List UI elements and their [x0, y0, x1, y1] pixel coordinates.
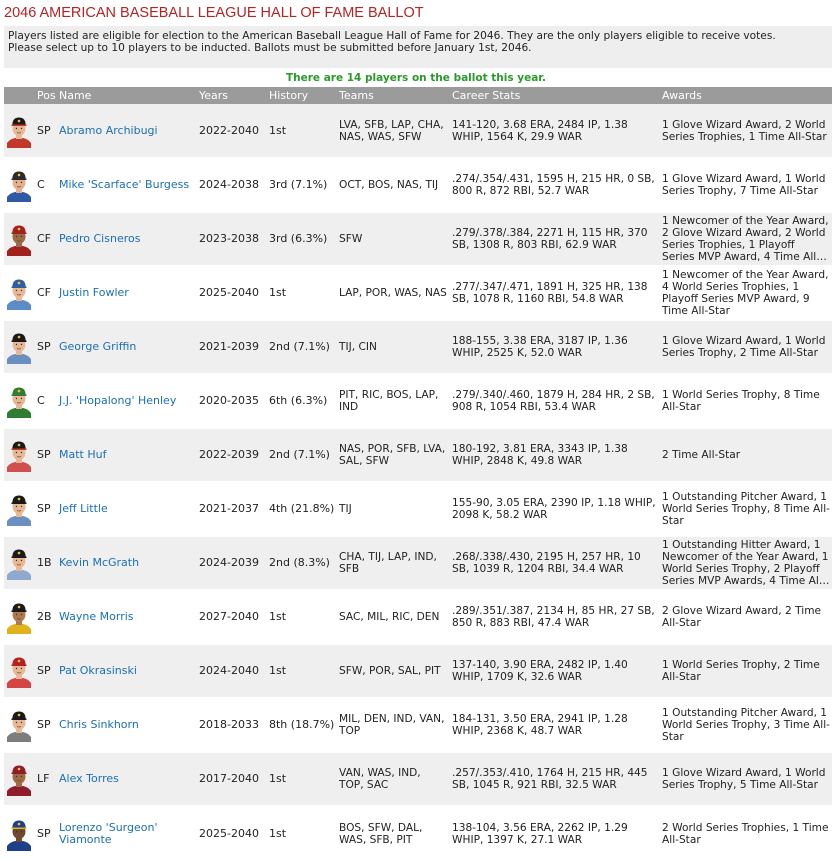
player-avatar: [6, 708, 32, 742]
player-history: 1st: [267, 644, 337, 698]
player-years: 2024-2040: [197, 644, 267, 698]
player-avatar-cell: [4, 158, 35, 212]
player-avatar-cell: [4, 428, 35, 482]
player-awards: [660, 752, 832, 806]
player-career-stats: .279/.340/.460, 1879 H, 284 HR, 2 SB, 908 R, 1054 RBI, 53.4 WAR: [450, 374, 660, 428]
player-teams: SFW: [337, 212, 450, 266]
player-row: [4, 266, 832, 320]
ballot-rows: [4, 104, 832, 860]
player-name-link[interactable]: Abramo Archibugi: [59, 123, 158, 137]
player-years: 2017-2040: [197, 752, 267, 806]
player-avatar: [6, 817, 32, 851]
player-name-link[interactable]: Lorenzo 'Surgeon' Viamonte: [59, 820, 158, 846]
player-years: 2022-2039: [197, 428, 267, 482]
player-row: [4, 374, 832, 428]
player-awards-text: 1 Glove Wizard Award, 1 World Series Trophy, 7 Time All-Star: [662, 173, 826, 197]
player-awards-text: 1 Glove Wizard Award, 1 World Series Trophy, 2 Time All-Star: [662, 335, 826, 359]
player-pos: LF: [35, 752, 57, 806]
player-awards: [660, 374, 832, 428]
player-row: [4, 428, 832, 482]
player-career-stats: .257/.353/.410, 1764 H, 215 HR, 445 SB, 1045 R, 921 RBI, 32.5 WAR: [450, 752, 660, 806]
player-years: 2018-2033: [197, 698, 267, 752]
ballot-table: [4, 87, 832, 860]
player-awards: [660, 644, 832, 698]
player-row: [4, 158, 832, 212]
player-teams: SAC, MIL, RIC, DEN: [337, 590, 450, 644]
player-career-stats: 141-120, 3.68 ERA, 2484 IP, 1.38 WHIP, 1564 K, 29.9 WAR: [452, 118, 628, 143]
table-header-row: [4, 87, 832, 104]
player-avatar-cell: [4, 536, 35, 590]
player-awards-text: 1 Glove Wizard Award, 1 World Series Trophy, 5 Time All-Star: [662, 767, 826, 791]
player-teams: PIT, RIC, BOS, LAP, IND: [337, 374, 450, 428]
ballot-instructions: [4, 26, 832, 68]
player-name-cell: [57, 266, 197, 320]
player-name-cell: [57, 104, 197, 158]
player-years: 2024-2039: [197, 536, 267, 590]
player-avatar: [6, 330, 32, 364]
player-awards: [660, 698, 832, 752]
player-name-link[interactable]: Wayne Morris: [59, 610, 134, 623]
player-awards: [660, 158, 832, 212]
player-years: 2025-2040: [197, 806, 267, 860]
player-row: [4, 644, 832, 698]
player-pos: SP: [35, 806, 57, 860]
player-career-stats: .277/.347/.471, 1891 H, 325 HR, 138 SB, 1078 R, 1160 RBI, 54.8 WAR: [450, 266, 660, 320]
player-avatar-cell: [4, 104, 35, 158]
header-history[interactable]: History: [267, 87, 337, 104]
player-name-cell: [57, 158, 197, 212]
player-teams: CHA, TIJ, LAP, IND, SFB: [337, 536, 450, 590]
player-teams: LVA, SFB, LAP, CHA, NAS, WAS, SFW: [339, 118, 444, 143]
player-name-cell: [57, 212, 197, 266]
player-avatar: [6, 222, 32, 256]
player-career-stats: 188-155, 3.38 ERA, 3187 IP, 1.36 WHIP, 2525 K, 52.0 WAR: [450, 320, 660, 374]
player-years: 2027-2040: [197, 590, 267, 644]
player-career-stats: .279/.378/.384, 2271 H, 115 HR, 370 SB, 1308 R, 803 RBI, 62.9 WAR: [450, 212, 660, 266]
player-avatar-cell: [4, 752, 35, 806]
player-awards: [660, 266, 832, 320]
player-teams: NAS, POR, SFB, LVA, SAL, SFW: [337, 428, 450, 482]
player-awards: [660, 536, 832, 590]
player-name-cell: [57, 482, 197, 536]
player-avatar-cell: [4, 266, 35, 320]
player-awards-text: 1 World Series Trophy, 2 Time All-Star: [662, 659, 820, 683]
player-history: 1st: [267, 590, 337, 644]
player-row: [4, 752, 832, 806]
header-avatar: [4, 87, 35, 104]
instructions-line-1: Players listed are eligible for election to the American Baseball League Hall of Fame for 2046. They are the only players eligible to receive votes.: [8, 30, 776, 42]
player-avatar-cell: [4, 212, 35, 266]
player-name-link[interactable]: Chris Sinkhorn: [59, 718, 139, 731]
player-avatar-cell: [4, 590, 35, 644]
player-awards: [660, 806, 832, 860]
player-name-link[interactable]: Kevin McGrath: [59, 556, 140, 569]
player-teams: SFW, POR, SAL, PIT: [337, 644, 450, 698]
player-avatar: [6, 762, 32, 796]
player-avatar-cell: [4, 698, 35, 752]
header-name[interactable]: Name: [57, 87, 197, 104]
player-avatar-cell: [4, 806, 35, 860]
player-avatar-cell: [4, 644, 35, 698]
player-name-link[interactable]: Jeff Little: [59, 502, 108, 515]
player-awards-text: 1 Outstanding Hitter Award, 1 Newcomer of the Year Award, 1 World Series Trophy, 2 Playoff Series MVP Awards, 4 Time All-: [662, 539, 829, 587]
header-pos[interactable]: Pos: [37, 89, 56, 102]
player-awards-text: 1 World Series Trophy, 8 Time All-Star: [662, 389, 820, 413]
header-years[interactable]: Years: [197, 87, 267, 104]
header-career-stats[interactable]: Career Stats: [450, 87, 660, 104]
player-name-cell: [57, 320, 197, 374]
player-row: [4, 320, 832, 374]
player-history: 2nd (7.1%): [267, 428, 337, 482]
player-avatar: [6, 654, 32, 688]
player-awards: [660, 212, 832, 266]
player-pos: SP: [35, 698, 57, 752]
player-awards: [660, 482, 832, 536]
player-name-cell: [57, 374, 197, 428]
player-pos: SP: [35, 644, 57, 698]
player-avatar: [6, 168, 32, 202]
player-pos: 1B: [35, 536, 57, 590]
player-teams: VAN, WAS, IND, TOP, SAC: [337, 752, 450, 806]
player-career-stats: .274/.354/.431, 1595 H, 215 HR, 0 SB, 800 R, 872 RBI, 52.7 WAR: [450, 158, 660, 212]
player-row: [4, 482, 832, 536]
player-years: 2024-2038: [197, 158, 267, 212]
player-awards: [660, 320, 832, 374]
player-row: [4, 104, 832, 158]
player-name-cell: [57, 752, 197, 806]
player-name-cell: [57, 644, 197, 698]
player-history: 1st: [267, 266, 337, 320]
player-avatar: [6, 600, 32, 634]
player-awards-text: 1 Newcomer of the Year Award, 2 Glove Wizard Award, 2 World Series Trophies, 1 Playoff Series MVP Award, 4 Time All-: [662, 215, 829, 263]
player-name-link[interactable]: J.J. 'Hopalong' Henley: [59, 394, 177, 407]
player-avatar-cell: [4, 482, 35, 536]
player-history: 8th (18.7%): [267, 698, 337, 752]
player-teams: OCT, BOS, NAS, TIJ: [337, 158, 450, 212]
player-teams: MIL, DEN, IND, VAN, TOP: [337, 698, 450, 752]
player-career-stats: 184-131, 3.50 ERA, 2941 IP, 1.28 WHIP, 2368 K, 48.7 WAR: [450, 698, 660, 752]
player-history: 4th (21.8%): [267, 482, 337, 536]
player-avatar: [6, 114, 32, 148]
player-pos: CF: [35, 266, 57, 320]
player-history: 3rd (7.1%): [267, 158, 337, 212]
player-years: 2022-2040: [199, 123, 259, 137]
player-pos: CF: [35, 212, 57, 266]
player-row: [4, 536, 832, 590]
player-years: 2021-2039: [197, 320, 267, 374]
player-row: [4, 212, 832, 266]
player-career-stats: .289/.351/.387, 2134 H, 85 HR, 27 SB, 850 R, 883 RBI, 47.4 WAR: [450, 590, 660, 644]
player-teams: BOS, SFW, DAL, WAS, SFB, PIT: [337, 806, 450, 860]
player-years: 2023-2038: [197, 212, 267, 266]
player-pos: 2B: [35, 590, 57, 644]
player-awards-text: 2 World Series Trophies, 1 Time All-Star: [662, 821, 829, 846]
player-name-link[interactable]: Mike 'Scarface' Burgess: [59, 178, 190, 191]
player-pos: C: [35, 158, 57, 212]
player-years: 2021-2037: [197, 482, 267, 536]
player-history: 1st: [267, 806, 337, 860]
player-name-cell: [57, 698, 197, 752]
player-avatar-cell: [4, 374, 35, 428]
player-name-cell: [57, 590, 197, 644]
player-history: 1st: [269, 123, 287, 137]
player-history: 2nd (7.1%): [267, 320, 337, 374]
player-career-stats: 180-192, 3.81 ERA, 3343 IP, 1.38 WHIP, 2848 K, 49.8 WAR: [450, 428, 660, 482]
player-teams: LAP, POR, WAS, NAS: [337, 266, 450, 320]
player-awards-text: 1 Outstanding Pitcher Award, 1 World Series Trophy, 8 Time All-Star: [662, 491, 830, 527]
player-avatar-cell: [4, 320, 35, 374]
player-awards: [660, 590, 832, 644]
player-career-stats: 137-140, 3.90 ERA, 2482 IP, 1.40 WHIP, 1709 K, 32.6 WAR: [450, 644, 660, 698]
player-career-stats: 138-104, 3.56 ERA, 2262 IP, 1.29 WHIP, 1397 K, 27.1 WAR: [450, 806, 660, 860]
player-awards: [660, 104, 832, 158]
player-awards-text: 2 Glove Wizard Award, 2 Time All-Star: [662, 605, 822, 629]
header-awards[interactable]: Awards: [660, 87, 832, 104]
player-awards-text: 2 Time All-Star: [662, 449, 741, 461]
player-history: 1st: [267, 752, 337, 806]
page-title: 2046 AMERICAN BASEBALL LEAGUE HALL OF FAME BALLOT: [4, 5, 424, 21]
player-awards: [660, 428, 832, 482]
player-years: 2020-2035: [197, 374, 267, 428]
player-pos: SP: [35, 428, 57, 482]
player-name-link[interactable]: Pat Okrasinski: [59, 664, 137, 677]
player-name-cell: [57, 428, 197, 482]
player-pos: SP: [35, 482, 57, 536]
player-name-link[interactable]: Justin Fowler: [59, 286, 129, 299]
player-name-cell: [57, 536, 197, 590]
player-name-link[interactable]: Pedro Cisneros: [59, 232, 141, 245]
player-awards-text: 1 Newcomer of the Year Award, 4 World Series Trophies, 1 Playoff Series MVP Award, 9 Time All-Star: [662, 269, 829, 317]
player-avatar: [6, 384, 32, 418]
player-history: 3rd (6.3%): [267, 212, 337, 266]
player-avatar: [6, 492, 32, 526]
player-teams: TIJ, CIN: [337, 320, 450, 374]
instructions-line-2: Please select up to 10 players to be inducted. Ballots must be submitted before January 1st, 2046.: [8, 42, 532, 54]
player-career-stats: 155-90, 3.05 ERA, 2390 IP, 1.18 WHIP, 2098 K, 58.2 WAR: [450, 482, 660, 536]
player-name-link[interactable]: Matt Huf: [59, 448, 107, 461]
player-history: 2nd (8.3%): [267, 536, 337, 590]
player-row: [4, 806, 832, 860]
header-teams[interactable]: Teams: [337, 87, 450, 104]
player-pos: C: [35, 374, 57, 428]
player-name-cell: [57, 806, 197, 860]
player-row: [4, 590, 832, 644]
player-name-link[interactable]: Alex Torres: [59, 772, 119, 785]
player-avatar: [6, 546, 32, 580]
player-teams: TIJ: [337, 482, 450, 536]
player-history: 6th (6.3%): [267, 374, 337, 428]
player-avatar: [6, 438, 32, 472]
player-name-link[interactable]: George Griffin: [59, 340, 137, 353]
player-avatar: [6, 276, 32, 310]
player-career-stats: .268/.338/.430, 2195 H, 257 HR, 10 SB, 1039 R, 1204 RBI, 34.4 WAR: [450, 536, 660, 590]
player-awards-text: 1 Outstanding Pitcher Award, 1 World Series Trophy, 3 Time All-Star: [662, 707, 830, 743]
player-pos: SP: [35, 320, 57, 374]
player-years: 2025-2040: [197, 266, 267, 320]
player-pos: SP: [37, 123, 51, 137]
player-awards-text: 1 Glove Wizard Award, 2 World Series Trophies, 1 Time All-Star: [662, 118, 827, 143]
player-row: [4, 698, 832, 752]
ballot-count-banner: There are 14 players on the ballot this year.: [286, 72, 546, 84]
